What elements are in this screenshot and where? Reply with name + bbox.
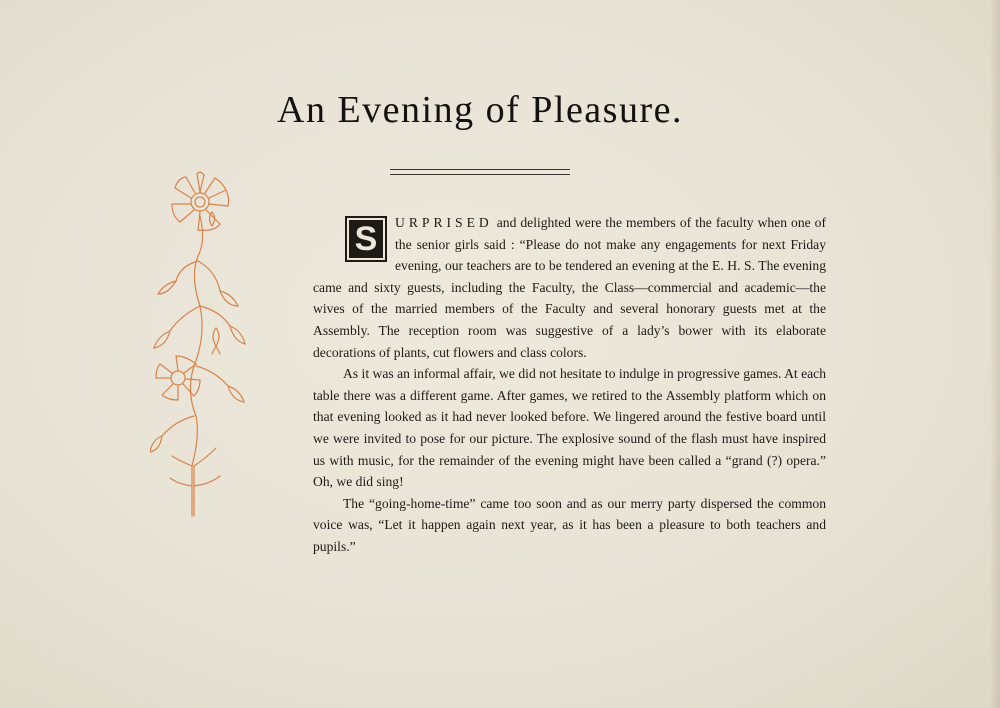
daisy-flower-illustration — [150, 166, 250, 526]
drop-cap-word: URPRISED — [395, 215, 493, 230]
page-title: An Evening of Pleasure. — [277, 89, 683, 131]
title-divider — [390, 169, 570, 175]
paragraph-2: As it was an informal affair, we did not hesitate to indulge in progressive games. At each table there was a different game. After games, we retired to the Assembly platform which on that evening looked as it had never looked before. We lingered around the festive board until we were invited to pose for our picture. The explosive sound of the flash must have inspired us with music, for the remainder of the evening might have been called a “grand (?) opera.” Oh, we did sing! — [313, 366, 826, 490]
flower-bloom-lower — [156, 356, 200, 400]
flower-bud — [212, 328, 220, 354]
flower-bloom-top — [172, 172, 229, 230]
article-body — [313, 212, 826, 558]
page-edge-shadow — [990, 0, 1000, 708]
paragraph-1 — [313, 212, 826, 363]
paragraph-3: The “going-home-time” came too soon and as our merry party dispersed the common voice was, “Let it happen again next year, as it has been a pleasure to both teachers and pupils.” — [313, 495, 826, 554]
drop-cap: S — [345, 216, 387, 262]
paragraph-1-text: and delighted were the members of the faculty when one of the senior girls said : “Please do not make any engagements for next Friday evening, our teachers are to be tendered an evening at the E. H. S. The evening came and sixty guests, including the Faculty, the Class—commercial and academic—the wives of the married members of the Faculty and several honorary guests met at the Assembly. The reception room was suggestive of a lady’s bower with its elaborate decorations of plants, cut flowers and class colors. — [313, 215, 826, 360]
flower-bud-small — [210, 212, 215, 226]
